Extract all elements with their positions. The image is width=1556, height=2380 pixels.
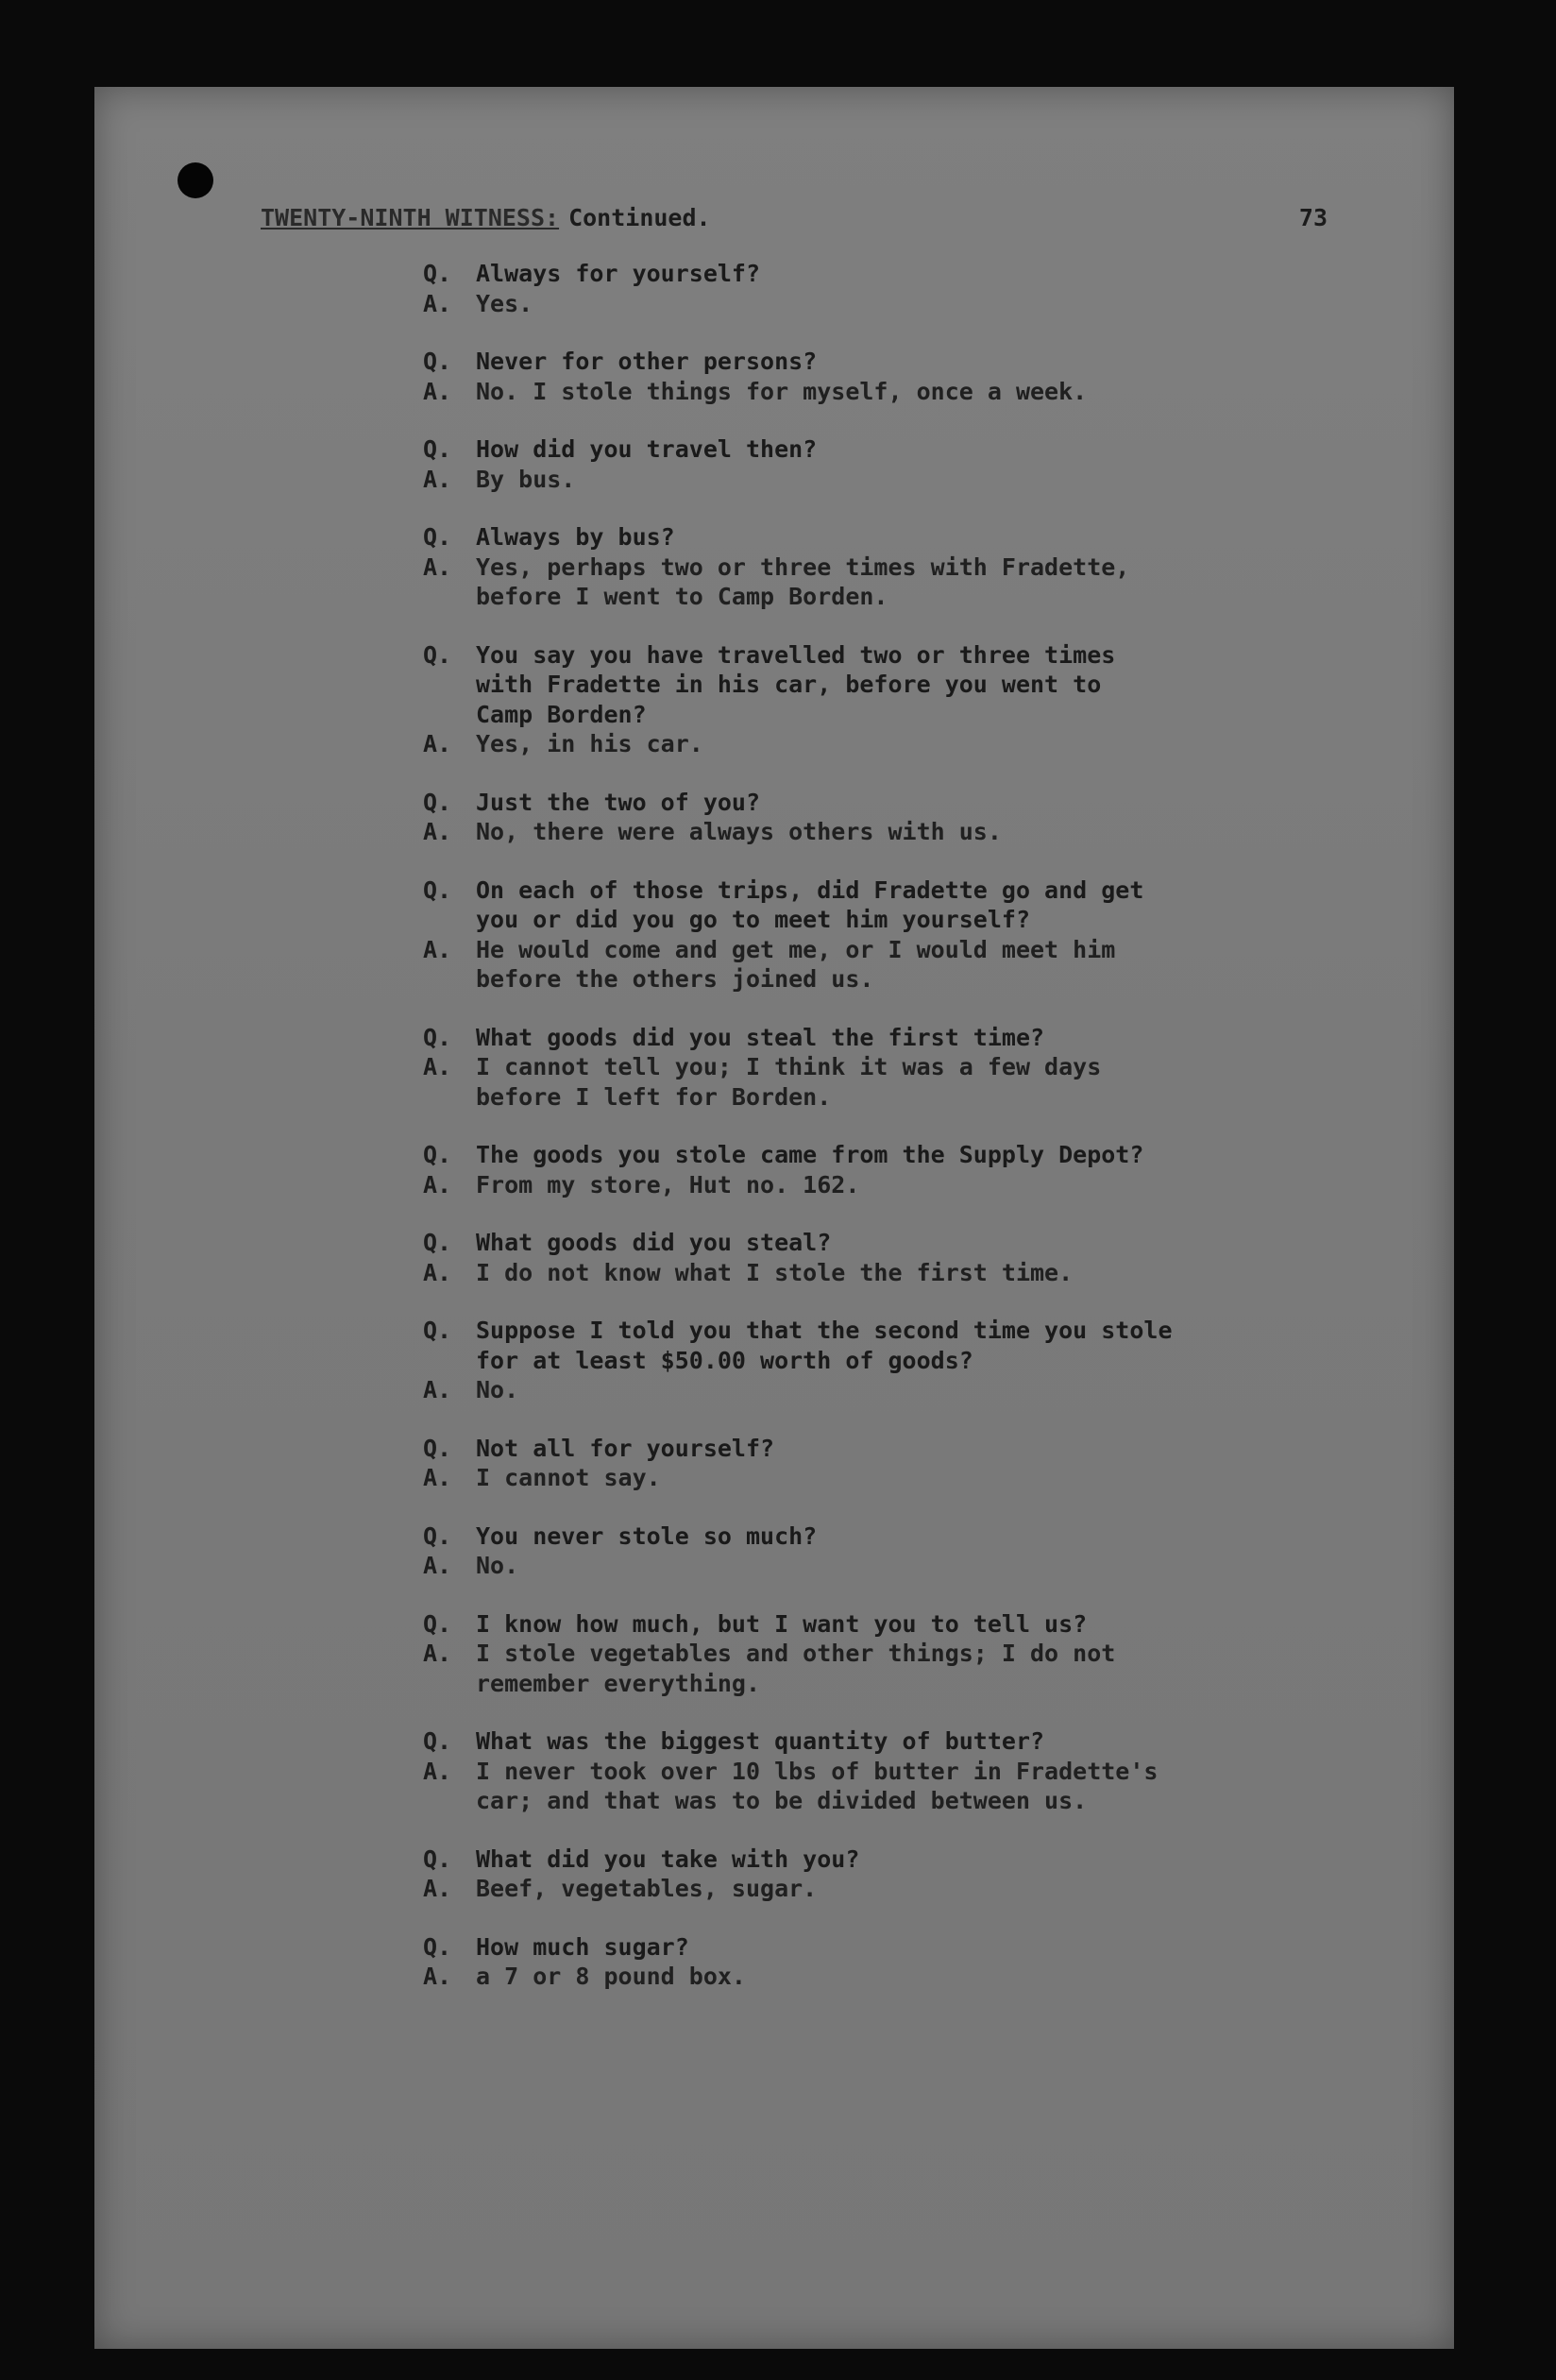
answer-marker: A. — [423, 1963, 452, 1990]
question-text: You never stole so much? — [476, 1522, 818, 1550]
transcript — [423, 259, 1329, 2020]
answer-marker: A. — [423, 1552, 452, 1579]
question-line — [423, 1932, 1329, 1963]
answer-line — [423, 1874, 1329, 1904]
answer-line — [423, 1669, 1329, 1699]
question-text: Camp Borden? — [476, 700, 647, 728]
question-line — [423, 1726, 1329, 1757]
question-marker: Q. — [423, 348, 452, 375]
qa-exchange — [423, 347, 1329, 406]
question-line — [423, 1228, 1329, 1258]
question-text: On each of those trips, did Fradette go and get — [476, 876, 1144, 904]
question-marker: Q. — [423, 876, 452, 904]
answer-text: He would come and get me, or I would meet him — [476, 935, 1116, 963]
answer-marker: A. — [423, 289, 452, 317]
answer-marker — [423, 582, 476, 612]
answer-line — [423, 1082, 1329, 1113]
qa-exchange — [423, 788, 1329, 847]
question-line — [423, 1844, 1329, 1875]
question-marker: Q. — [423, 1522, 452, 1550]
answer-line — [423, 1757, 1329, 1787]
qa-exchange — [423, 640, 1329, 759]
answer-text: before the others joined us. — [476, 965, 874, 993]
qa-exchange — [423, 259, 1329, 318]
question-line — [423, 1316, 1329, 1346]
question-marker: Q. — [423, 1844, 452, 1873]
answer-text: I do not know what I stole the first time. — [476, 1258, 1074, 1286]
question-line — [423, 434, 1329, 465]
continued-label: Continued. — [568, 204, 711, 231]
answer-line — [423, 1786, 1329, 1816]
answer-text: Beef, vegetables, sugar. — [476, 1875, 818, 1902]
question-line — [423, 876, 1329, 906]
answer-marker: A. — [423, 1875, 452, 1902]
qa-exchange — [423, 1316, 1329, 1405]
question-text: Suppose I told you that the second time you stole — [476, 1317, 1173, 1344]
question-marker — [423, 1346, 476, 1376]
question-marker: Q. — [423, 1141, 452, 1168]
question-marker: Q. — [423, 260, 452, 287]
answer-text: I cannot say. — [476, 1464, 661, 1491]
question-text: How did you travel then? — [476, 435, 818, 463]
answer-marker: A. — [423, 935, 452, 963]
answer-marker: A. — [423, 1757, 452, 1785]
answer-line — [423, 1551, 1329, 1581]
qa-exchange — [423, 1228, 1329, 1287]
answer-line — [423, 817, 1329, 847]
qa-exchange — [423, 434, 1329, 494]
question-text: you or did you go to meet him yourself? — [476, 906, 1030, 933]
question-line — [423, 259, 1329, 289]
answer-text: By bus. — [476, 465, 576, 493]
answer-marker: A. — [423, 377, 452, 405]
question-marker: Q. — [423, 1317, 452, 1344]
qa-exchange — [423, 522, 1329, 612]
answer-text: No. — [476, 1376, 519, 1403]
question-text: You say you have travelled two or three times — [476, 640, 1116, 669]
question-marker: Q. — [423, 1023, 452, 1051]
answer-marker — [423, 964, 476, 994]
answer-marker — [423, 1082, 476, 1113]
answer-text: I stole vegetables and other things; I do not — [476, 1640, 1116, 1667]
witness-heading: TWENTY-NINTH WITNESS: — [261, 204, 560, 231]
question-line — [423, 1522, 1329, 1552]
answer-line — [423, 1962, 1329, 1992]
answer-marker: A. — [423, 1640, 452, 1667]
answer-text: I cannot tell you; I think it was a few days — [476, 1053, 1102, 1080]
answer-marker: A. — [423, 1376, 452, 1403]
answer-line — [423, 1375, 1329, 1405]
answer-marker: A. — [423, 1170, 452, 1198]
question-line — [423, 905, 1329, 935]
qa-exchange — [423, 1726, 1329, 1816]
answer-line — [423, 582, 1329, 612]
answer-text: No. I stole things for myself, once a week. — [476, 377, 1088, 405]
question-marker: Q. — [423, 640, 452, 669]
question-marker: Q. — [423, 1229, 452, 1256]
answer-text: before I left for Borden. — [476, 1082, 832, 1111]
answer-marker: A. — [423, 552, 452, 581]
answer-text: Yes, in his car. — [476, 730, 703, 757]
answer-line — [423, 289, 1329, 319]
question-line — [423, 640, 1329, 671]
question-text: Always for yourself? — [476, 260, 761, 287]
answer-line — [423, 1170, 1329, 1200]
answer-line — [423, 377, 1329, 407]
question-line — [423, 1023, 1329, 1053]
qa-exchange — [423, 876, 1329, 994]
answer-marker: A. — [423, 1258, 452, 1286]
question-line — [423, 670, 1329, 700]
question-text: Not all for yourself? — [476, 1434, 775, 1462]
question-marker: Q. — [423, 435, 452, 463]
question-text: What did you take with you? — [476, 1844, 860, 1873]
question-line — [423, 1140, 1329, 1170]
qa-exchange — [423, 1023, 1329, 1113]
qa-exchange — [423, 1932, 1329, 1992]
question-marker — [423, 670, 476, 700]
question-line — [423, 1609, 1329, 1640]
question-text: Always by bus? — [476, 523, 675, 551]
qa-exchange — [423, 1522, 1329, 1581]
answer-line — [423, 1463, 1329, 1493]
question-marker: Q. — [423, 1727, 452, 1755]
answer-line — [423, 1639, 1329, 1669]
question-text: Just the two of you? — [476, 788, 761, 816]
answer-line — [423, 465, 1329, 495]
question-text: I know how much, but I want you to tell us? — [476, 1609, 1088, 1638]
answer-line — [423, 935, 1329, 965]
question-text: How much sugar? — [476, 1932, 689, 1961]
answer-line — [423, 1052, 1329, 1082]
question-line — [423, 522, 1329, 552]
answer-text: before I went to Camp Borden. — [476, 583, 888, 610]
answer-marker: A. — [423, 1464, 452, 1491]
question-marker: Q. — [423, 1609, 452, 1638]
qa-exchange — [423, 1609, 1329, 1699]
question-marker: Q. — [423, 1434, 452, 1462]
question-text: What goods did you steal? — [476, 1229, 832, 1256]
answer-marker: A. — [423, 465, 452, 493]
answer-text: remember everything. — [476, 1669, 761, 1697]
answer-line — [423, 964, 1329, 994]
answer-marker — [423, 1786, 476, 1816]
answer-line — [423, 552, 1329, 583]
answer-marker: A. — [423, 1053, 452, 1080]
question-line — [423, 1434, 1329, 1464]
question-text: What goods did you steal the first time? — [476, 1023, 1045, 1051]
question-line — [423, 347, 1329, 377]
qa-exchange — [423, 1434, 1329, 1493]
question-text: for at least $50.00 worth of goods? — [476, 1346, 973, 1374]
qa-exchange — [423, 1140, 1329, 1199]
question-marker — [423, 905, 476, 935]
question-text: Never for other persons? — [476, 348, 818, 375]
page-number: 73 — [1298, 204, 1328, 231]
answer-line — [423, 729, 1329, 759]
question-line — [423, 1346, 1329, 1376]
question-text: The goods you stole came from the Supply Depot? — [476, 1141, 1144, 1168]
question-text: What was the biggest quantity of butter? — [476, 1727, 1045, 1755]
question-marker — [423, 700, 476, 730]
answer-text: Yes. — [476, 289, 533, 317]
question-marker: Q. — [423, 523, 452, 551]
answer-text: Yes, perhaps two or three times with Fradette, — [476, 552, 1130, 581]
question-marker: Q. — [423, 1932, 452, 1961]
answer-text: No, there were always others with us. — [476, 818, 1002, 845]
answer-marker — [423, 1669, 476, 1699]
question-marker: Q. — [423, 788, 452, 816]
page-header — [261, 200, 1328, 236]
qa-exchange — [423, 1844, 1329, 1904]
question-line — [423, 700, 1329, 730]
question-line — [423, 788, 1329, 818]
answer-line — [423, 1258, 1329, 1288]
answer-text: From my store, Hut no. 162. — [476, 1170, 860, 1198]
question-text: with Fradette in his car, before you went to — [476, 671, 1102, 698]
answer-text: I never took over 10 lbs of butter in Fradette's — [476, 1757, 1159, 1785]
answer-text: car; and that was to be divided between us. — [476, 1787, 1088, 1814]
answer-text: a 7 or 8 pound box. — [476, 1963, 746, 1990]
punch-hole — [178, 162, 213, 198]
answer-marker: A. — [423, 730, 452, 757]
answer-text: No. — [476, 1552, 519, 1579]
answer-marker: A. — [423, 818, 452, 845]
